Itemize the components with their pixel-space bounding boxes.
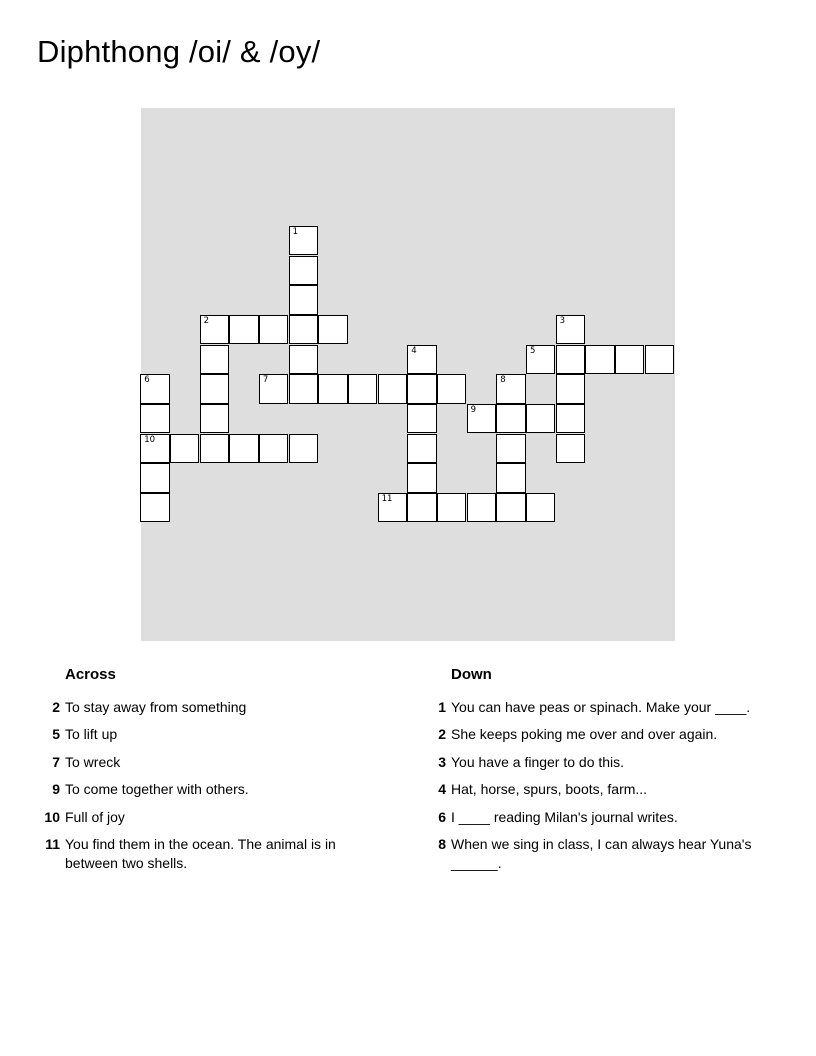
grid-cell[interactable] <box>318 374 348 404</box>
down-heading: Down <box>451 666 492 683</box>
grid-cell[interactable] <box>496 374 526 404</box>
grid-cell[interactable] <box>378 374 408 404</box>
grid-cell[interactable] <box>407 374 437 404</box>
grid-cell[interactable] <box>200 434 230 464</box>
grid-cell[interactable] <box>437 493 467 523</box>
grid-cell[interactable] <box>407 404 437 434</box>
grid-cell[interactable] <box>437 374 467 404</box>
clue-text: She keeps poking me over and over again. <box>451 726 718 742</box>
grid-cell[interactable] <box>407 345 437 375</box>
grid-cell[interactable] <box>348 374 378 404</box>
grid-cell[interactable] <box>556 404 586 434</box>
grid-cell[interactable] <box>318 315 348 345</box>
grid-cell[interactable] <box>526 404 556 434</box>
clue-text: Hat, horse, spurs, boots, farm... <box>451 781 648 797</box>
grid-cell[interactable] <box>467 404 497 434</box>
grid-cell[interactable] <box>259 315 289 345</box>
clue-text: When we sing in class, I can always hear Yuna's ______. <box>451 836 752 871</box>
cell-number: 2 <box>203 315 209 326</box>
grid-cell[interactable] <box>170 434 200 464</box>
crossword-grid <box>141 108 675 641</box>
clue-text: I ____ reading Milan's journal writes. <box>451 809 678 825</box>
grid-cell[interactable] <box>407 434 437 464</box>
grid-cell[interactable] <box>200 345 230 375</box>
grid-cell[interactable] <box>289 226 319 256</box>
grid-cell[interactable] <box>289 345 319 375</box>
grid-cell[interactable] <box>556 374 586 404</box>
page-title: Diphthong /oi/ & /oy/ <box>37 34 321 69</box>
grid-cell[interactable] <box>140 404 170 434</box>
cell-number: 5 <box>529 345 536 356</box>
grid-cell[interactable] <box>496 404 526 434</box>
grid-cell[interactable] <box>140 463 170 493</box>
grid-cell[interactable] <box>140 493 170 523</box>
clue-number: 5 <box>52 726 60 742</box>
cell-number: 8 <box>500 375 506 386</box>
grid-cell[interactable] <box>496 434 526 464</box>
clue-text: To come together with others. <box>65 781 249 797</box>
clue-number: 8 <box>438 836 446 852</box>
grid-cell[interactable] <box>229 434 259 464</box>
clue-text: To lift up <box>65 726 118 742</box>
grid-cell[interactable] <box>585 345 615 375</box>
clue-number: 10 <box>44 809 60 825</box>
cell-number: 9 <box>470 404 477 415</box>
clue-text: You find them in the ocean. The animal is in between two shells. <box>65 836 336 871</box>
clue-number: 7 <box>52 754 60 770</box>
clue-number: 11 <box>45 836 60 852</box>
grid-cell[interactable] <box>289 256 319 286</box>
grid-cell[interactable] <box>200 315 230 345</box>
grid-cell[interactable] <box>467 493 497 523</box>
cell-number: 10 <box>144 434 156 445</box>
grid-cell[interactable] <box>496 463 526 493</box>
clue-text: To wreck <box>65 754 121 770</box>
grid-cell[interactable] <box>556 315 586 345</box>
grid-cell[interactable] <box>259 374 289 404</box>
grid-cell[interactable] <box>140 434 170 464</box>
cell-number: 4 <box>411 345 417 356</box>
grid-cell[interactable] <box>140 374 170 404</box>
grid-cell[interactable] <box>556 345 586 375</box>
clue-text: Full of joy <box>65 809 125 825</box>
cell-number: 3 <box>559 315 566 326</box>
grid-cell[interactable] <box>259 434 289 464</box>
grid-cell[interactable] <box>526 345 556 375</box>
grid-cell[interactable] <box>289 434 319 464</box>
clue-text: You have a finger to do this. <box>451 754 625 770</box>
grid-cell[interactable] <box>289 285 319 315</box>
cell-number: 6 <box>144 375 150 386</box>
cell-number: 1 <box>292 226 299 237</box>
clue-number: 2 <box>438 726 446 742</box>
clue-number: 6 <box>438 809 446 825</box>
grid-cell[interactable] <box>289 374 319 404</box>
grid-cell[interactable] <box>556 434 586 464</box>
grid-cell[interactable] <box>526 493 556 523</box>
grid-cell[interactable] <box>645 345 675 375</box>
across-heading: Across <box>65 666 116 683</box>
clue-number: 2 <box>52 699 60 715</box>
cell-number: 7 <box>262 375 269 386</box>
clue-number: 9 <box>52 781 60 797</box>
clue-number: 4 <box>438 781 446 797</box>
clue-text: To stay away from something <box>65 699 247 715</box>
clue-number: 3 <box>438 754 446 770</box>
grid-cell[interactable] <box>496 493 526 523</box>
clue-text: You can have peas or spinach. Make your ____. <box>451 699 751 715</box>
grid-cell[interactable] <box>407 463 437 493</box>
grid-cell[interactable] <box>289 315 319 345</box>
grid-cell[interactable] <box>200 374 230 404</box>
clue-number: 1 <box>438 699 446 715</box>
grid-cell[interactable] <box>200 404 230 434</box>
grid-cell[interactable] <box>615 345 645 375</box>
grid-cell[interactable] <box>378 493 408 523</box>
cell-number: 11 <box>381 493 393 504</box>
grid-cell[interactable] <box>229 315 259 345</box>
grid-cell[interactable] <box>407 493 437 523</box>
